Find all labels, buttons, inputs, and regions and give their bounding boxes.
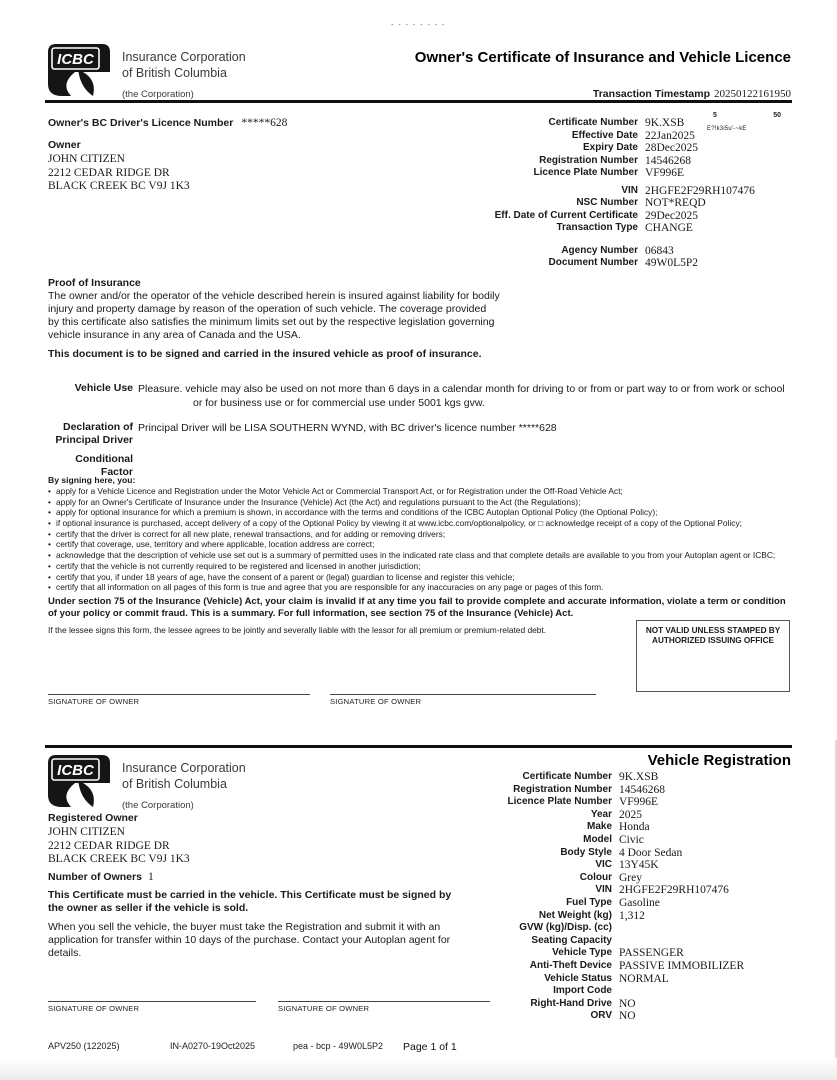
org-name-line2: of British Columbia bbox=[122, 66, 227, 80]
carry-certificate-statement: This Certificate must be carried in the vehicle. This Certificate must be signed by the owner as seller if the vehicle is sold. bbox=[48, 888, 452, 914]
field-value: NO bbox=[619, 1010, 636, 1023]
field-value: Gasoline bbox=[619, 896, 660, 909]
icbc-logo-icon bbox=[48, 44, 110, 96]
field-label: Seating Capacity bbox=[531, 934, 612, 946]
vehicle-use-row bbox=[48, 382, 792, 410]
field-value: NOT*REQD bbox=[645, 197, 706, 209]
field-label: Vehicle Status bbox=[544, 972, 612, 984]
field-label: Certificate Number bbox=[522, 771, 612, 782]
signature-line-owner-1: SIGNATURE OF OWNER bbox=[48, 694, 310, 706]
vehicle-use-label: Vehicle Use bbox=[74, 382, 133, 394]
field-label: Eff. Date of Current Certificate bbox=[494, 209, 638, 221]
footer bbox=[48, 1041, 792, 1057]
stamp-line1: NOT VALID UNLESS STAMPED BY bbox=[645, 626, 781, 635]
section-divider bbox=[45, 745, 792, 748]
signing-bullet: • certify that the vehicle is not currently required to be registered and licensed in another jurisdiction; bbox=[48, 562, 794, 571]
insurance-signatures bbox=[48, 694, 596, 706]
field-row bbox=[420, 130, 792, 143]
field-label: Right-Hand Drive bbox=[530, 997, 612, 1009]
certificate-fields-group3 bbox=[420, 245, 792, 270]
signing-bullet: • certify that the driver is correct for all new plate, renewal transactions, and for adding or removing drivers; bbox=[48, 530, 794, 539]
field-row bbox=[420, 142, 792, 155]
owner-heading: Owner bbox=[48, 139, 81, 151]
form-number: APV250 (122025) bbox=[48, 1041, 120, 1051]
field-label: Net Weight (kg) bbox=[538, 909, 612, 921]
svg-text:ICBC: ICBC bbox=[57, 762, 94, 779]
field-value: PASSIVE IMMOBILIZER bbox=[619, 959, 745, 972]
registered-owner-address-line: 2212 CEDAR RIDGE DR bbox=[48, 839, 170, 852]
field-label: GVW (kg)/Disp. (cc) bbox=[519, 922, 612, 934]
field-row bbox=[470, 922, 792, 935]
signing-bullet: • if optional insurance is purchased, accept delivery of a copy of the Optional Policy by viewing it at www.icbc.com/optionalpolicy, or □ acknowledge receipt of a copy of the Optional Policy; bbox=[48, 519, 794, 528]
signing-bullet: • apply for optional insurance for which a premium is shown, in accordance with the terms and conditions of the ICBC Autoplan Optional Policy (the Optional Policy); bbox=[48, 508, 794, 517]
signing-bullet: • certify that you, if under 18 years of age, have the consent of a parent or (legal) guardian to license and register this vehicle; bbox=[48, 573, 794, 582]
owner-block bbox=[48, 139, 190, 194]
signing-bullet: • apply for a Vehicle Licence and Registration under the Motor Vehicle Act or Commercial Transport Act, or for Registration under the Off-Road Vehicle Act; bbox=[48, 487, 794, 496]
registered-owner-block bbox=[48, 812, 462, 960]
page-indicator: Page 1 of 1 bbox=[403, 1041, 457, 1053]
drivers-licence-value: *****628 bbox=[241, 117, 288, 129]
owner-address-line: 2212 CEDAR RIDGE DR bbox=[48, 166, 170, 179]
field-label: Transaction Type bbox=[556, 222, 638, 233]
org-subtitle: (the Corporation) bbox=[122, 800, 194, 811]
field-value: 14546268 bbox=[645, 154, 691, 167]
field-label: Body Style bbox=[560, 846, 612, 858]
org-name bbox=[122, 760, 246, 792]
field-row bbox=[470, 784, 792, 797]
lessee-statement: If the lessee signs this form, the lessee agrees to be jointly and severally liable with the lessor for all premium or premium-related debt. bbox=[48, 625, 547, 636]
field-row bbox=[470, 973, 792, 986]
field-label: Fuel Type bbox=[566, 896, 612, 908]
field-value: VF996E bbox=[645, 167, 684, 179]
field-row bbox=[470, 847, 792, 860]
field-value: NORMAL bbox=[619, 972, 669, 985]
icbc-logo-icon bbox=[48, 755, 110, 807]
org-name-line1: Insurance Corporation bbox=[122, 50, 246, 64]
use-and-declaration bbox=[48, 382, 792, 478]
proof-of-insurance bbox=[48, 277, 500, 361]
field-label: Agency Number bbox=[561, 244, 638, 256]
drivers-licence-number bbox=[48, 117, 287, 129]
section-divider bbox=[45, 100, 792, 103]
field-row bbox=[420, 117, 792, 130]
micro-mark-left: 5 bbox=[713, 112, 717, 119]
conditional-factor-label: Conditional Factor bbox=[75, 453, 133, 478]
registration-fields-list bbox=[470, 771, 792, 1023]
field-row bbox=[470, 834, 792, 847]
field-row bbox=[420, 185, 792, 198]
field-value: 2HGFE2F29RH107476 bbox=[645, 184, 755, 197]
perforation-marks: - - - - - - - - bbox=[391, 22, 446, 29]
field-label: Year bbox=[590, 808, 612, 820]
field-row bbox=[420, 245, 792, 258]
field-row bbox=[470, 935, 792, 948]
field-row bbox=[470, 897, 792, 910]
micro-print-code: E?!k3i5u'-~kE bbox=[707, 126, 747, 132]
field-value: 9K.XSB bbox=[619, 771, 659, 783]
field-row bbox=[470, 985, 792, 998]
registered-owner-address-line: JOHN CITIZEN bbox=[48, 826, 125, 838]
field-label: Licence Plate Number bbox=[533, 167, 638, 178]
registration-fields bbox=[470, 771, 792, 1023]
field-label: Import Code bbox=[553, 985, 612, 997]
field-value: 49W0L5P2 bbox=[645, 257, 699, 269]
field-row bbox=[420, 257, 792, 270]
number-of-owners-value: 1 bbox=[147, 870, 154, 883]
field-value: PASSENGER bbox=[619, 947, 684, 960]
transaction-timestamp-label: Transaction Timestamp bbox=[592, 88, 710, 100]
field-row bbox=[470, 960, 792, 973]
org-name bbox=[122, 49, 246, 81]
signing-bullets bbox=[48, 487, 794, 592]
field-value: 28Dec2025 bbox=[645, 142, 699, 154]
signing-bullet: • certify that coverage, use, territory and where applicable, location address are correct; bbox=[48, 540, 794, 549]
document-title: Owner's Certificate of Insurance and Vehicle Licence bbox=[414, 49, 791, 66]
proof-text: The owner and/or the operator of the vehicle described herein is insured against liability for bodily injury and property damage by reason of the operation of such vehicle. The coverage provided by this certificate also satisfies the minimum limits set out by the respective legislation governing vehicle insurance in any area of Canada and the USA. bbox=[48, 290, 500, 341]
svg-text:ICBC: ICBC bbox=[57, 51, 94, 68]
org-name-line2: of British Columbia bbox=[122, 777, 227, 791]
field-label: VIN bbox=[621, 184, 638, 196]
signature-line-owner-2: SIGNATURE OF OWNER bbox=[278, 1001, 490, 1013]
field-label: NSC Number bbox=[576, 197, 638, 208]
field-value: 1,312 bbox=[619, 909, 645, 922]
org-subtitle: (the Corporation) bbox=[122, 89, 194, 100]
drivers-licence-label: Owner's BC Driver's Licence Number bbox=[48, 117, 234, 129]
registration-title: Vehicle Registration bbox=[647, 752, 791, 769]
field-value: VF996E bbox=[619, 796, 658, 809]
field-row bbox=[470, 872, 792, 885]
field-row bbox=[470, 884, 792, 897]
field-row bbox=[420, 222, 792, 235]
field-label: Model bbox=[583, 833, 612, 845]
registered-owner-address bbox=[48, 826, 462, 867]
transaction-timestamp-value: 20250122161950 bbox=[714, 88, 791, 100]
owner-address-line: JOHN CITIZEN bbox=[48, 153, 125, 165]
stamp-line2: AUTHORIZED ISSUING OFFICE bbox=[652, 636, 774, 645]
section75-statement: Under section 75 of the Insurance (Vehicle) Act, your claim is invalid if at any time you fail to provide complete and accurate information, violate a term or condition of your policy or commit fraud. This is a summary. For full information, see section 75 of the Insurance (Vehicle) Act. bbox=[48, 596, 786, 619]
transaction-timestamp bbox=[593, 88, 791, 100]
terms-small-print bbox=[48, 475, 794, 635]
field-value: Honda bbox=[619, 821, 650, 834]
certificate-fields-group2 bbox=[420, 185, 792, 235]
field-row bbox=[470, 809, 792, 822]
field-value: 06843 bbox=[645, 244, 674, 257]
field-value: NO bbox=[619, 997, 636, 1010]
owner-address bbox=[48, 153, 190, 194]
declaration-row bbox=[48, 421, 792, 446]
field-label: Certificate Number bbox=[548, 117, 638, 128]
vehicle-use-value: Pleasure. vehicle may also be used on not more than 6 days in a calendar month for driving to or from or part way to or from work or school or for business use or for commercial use under 5001 kgs gvw. bbox=[138, 383, 785, 409]
field-row bbox=[470, 910, 792, 923]
field-label: Vehicle Type bbox=[552, 947, 612, 959]
field-value: 22Jan2025 bbox=[645, 129, 695, 142]
field-value: 2HGFE2F29RH107476 bbox=[619, 884, 729, 897]
field-label: VIC bbox=[595, 859, 612, 871]
proof-heading: Proof of Insurance bbox=[48, 277, 141, 289]
field-row bbox=[470, 771, 792, 784]
field-row bbox=[420, 197, 792, 210]
field-value: CHANGE bbox=[645, 222, 693, 234]
field-value: 9K.XSB bbox=[645, 117, 685, 129]
field-row bbox=[420, 210, 792, 223]
sell-vehicle-statement: When you sell the vehicle, the buyer must take the Registration and submit it with an application for transfer within 10 days of the purchase. Contact your Autoplan agent for details. bbox=[48, 920, 451, 959]
field-label: Make bbox=[586, 821, 612, 833]
field-value: 14546268 bbox=[619, 783, 665, 796]
field-label: Registration Number bbox=[539, 154, 638, 166]
field-value: Grey bbox=[619, 871, 642, 884]
field-label: Registration Number bbox=[513, 783, 612, 795]
page-bottom-shadow bbox=[0, 1058, 837, 1080]
icbc-logo bbox=[48, 44, 110, 101]
field-label: VIN bbox=[595, 884, 612, 896]
field-row bbox=[470, 796, 792, 809]
proof-bold-statement: This document is to be signed and carried in the insured vehicle as proof of insurance. bbox=[48, 348, 482, 360]
field-label: Document Number bbox=[548, 257, 638, 268]
field-row bbox=[470, 859, 792, 872]
number-of-owners-label: Number of Owners bbox=[48, 870, 142, 883]
registered-owner-heading: Registered Owner bbox=[48, 812, 138, 824]
declaration-value: Principal Driver will be LISA SOUTHERN WYND, with BC driver's licence number *****628 bbox=[138, 422, 557, 434]
field-row bbox=[470, 947, 792, 960]
field-label: ORV bbox=[590, 1010, 612, 1022]
field-row bbox=[420, 167, 792, 180]
owner-address-line: BLACK CREEK BC V9J 1K3 bbox=[48, 180, 190, 193]
field-value: 13Y45K bbox=[619, 859, 659, 872]
certificate-fields bbox=[420, 117, 792, 270]
signing-bullet: • acknowledge that the description of vehicle use set out is a summary of permitted uses in the indicated rate class and that complete details are available to you from your Autoplan agent or ICBC; bbox=[48, 551, 794, 560]
batch-code: pea - bcp - 49W0L5P2 bbox=[293, 1041, 384, 1051]
field-value: Civic bbox=[619, 833, 644, 846]
org-name-line1: Insurance Corporation bbox=[122, 761, 246, 775]
number-of-owners bbox=[48, 871, 462, 883]
signing-heading: By signing here, you: bbox=[48, 475, 136, 485]
field-value: 2025 bbox=[619, 808, 642, 821]
signing-bullet: • certify that all information on all pages of this form is true and agree that you are responsible for any inaccuracies on any page or pages of this form. bbox=[48, 583, 794, 592]
field-label: Effective Date bbox=[571, 129, 638, 141]
field-row bbox=[470, 1010, 792, 1023]
field-row bbox=[470, 821, 792, 834]
signature-line-owner-1: SIGNATURE OF OWNER bbox=[48, 1001, 256, 1013]
field-label: Colour bbox=[579, 871, 612, 883]
declaration-label: Declaration of Principal Driver bbox=[55, 421, 133, 446]
field-value: 29Dec2025 bbox=[645, 209, 699, 222]
field-label: Anti-Theft Device bbox=[529, 959, 612, 971]
certificate-fields-group1 bbox=[420, 117, 792, 180]
signing-bullet: • apply for an Owner's Certificate of Insurance under the Insurance (Vehicle) Act (the Act) and regulations pursuant to the Act (the Regulations); bbox=[48, 498, 794, 507]
document-code: IN-A0270-19Oct2025 bbox=[170, 1041, 256, 1051]
registered-owner-address-line: BLACK CREEK BC V9J 1K3 bbox=[48, 853, 190, 866]
field-label: Expiry Date bbox=[582, 142, 638, 153]
registration-signatures bbox=[48, 1001, 490, 1013]
field-value: 4 Door Sedan bbox=[619, 846, 683, 859]
field-row bbox=[420, 155, 792, 168]
field-row bbox=[470, 998, 792, 1011]
signature-line-owner-2: SIGNATURE OF OWNER bbox=[330, 694, 596, 706]
stamp-box bbox=[636, 620, 790, 692]
icbc-logo bbox=[48, 755, 110, 812]
field-label: Licence Plate Number bbox=[507, 796, 612, 808]
micro-mark-right: 50 bbox=[773, 112, 781, 119]
